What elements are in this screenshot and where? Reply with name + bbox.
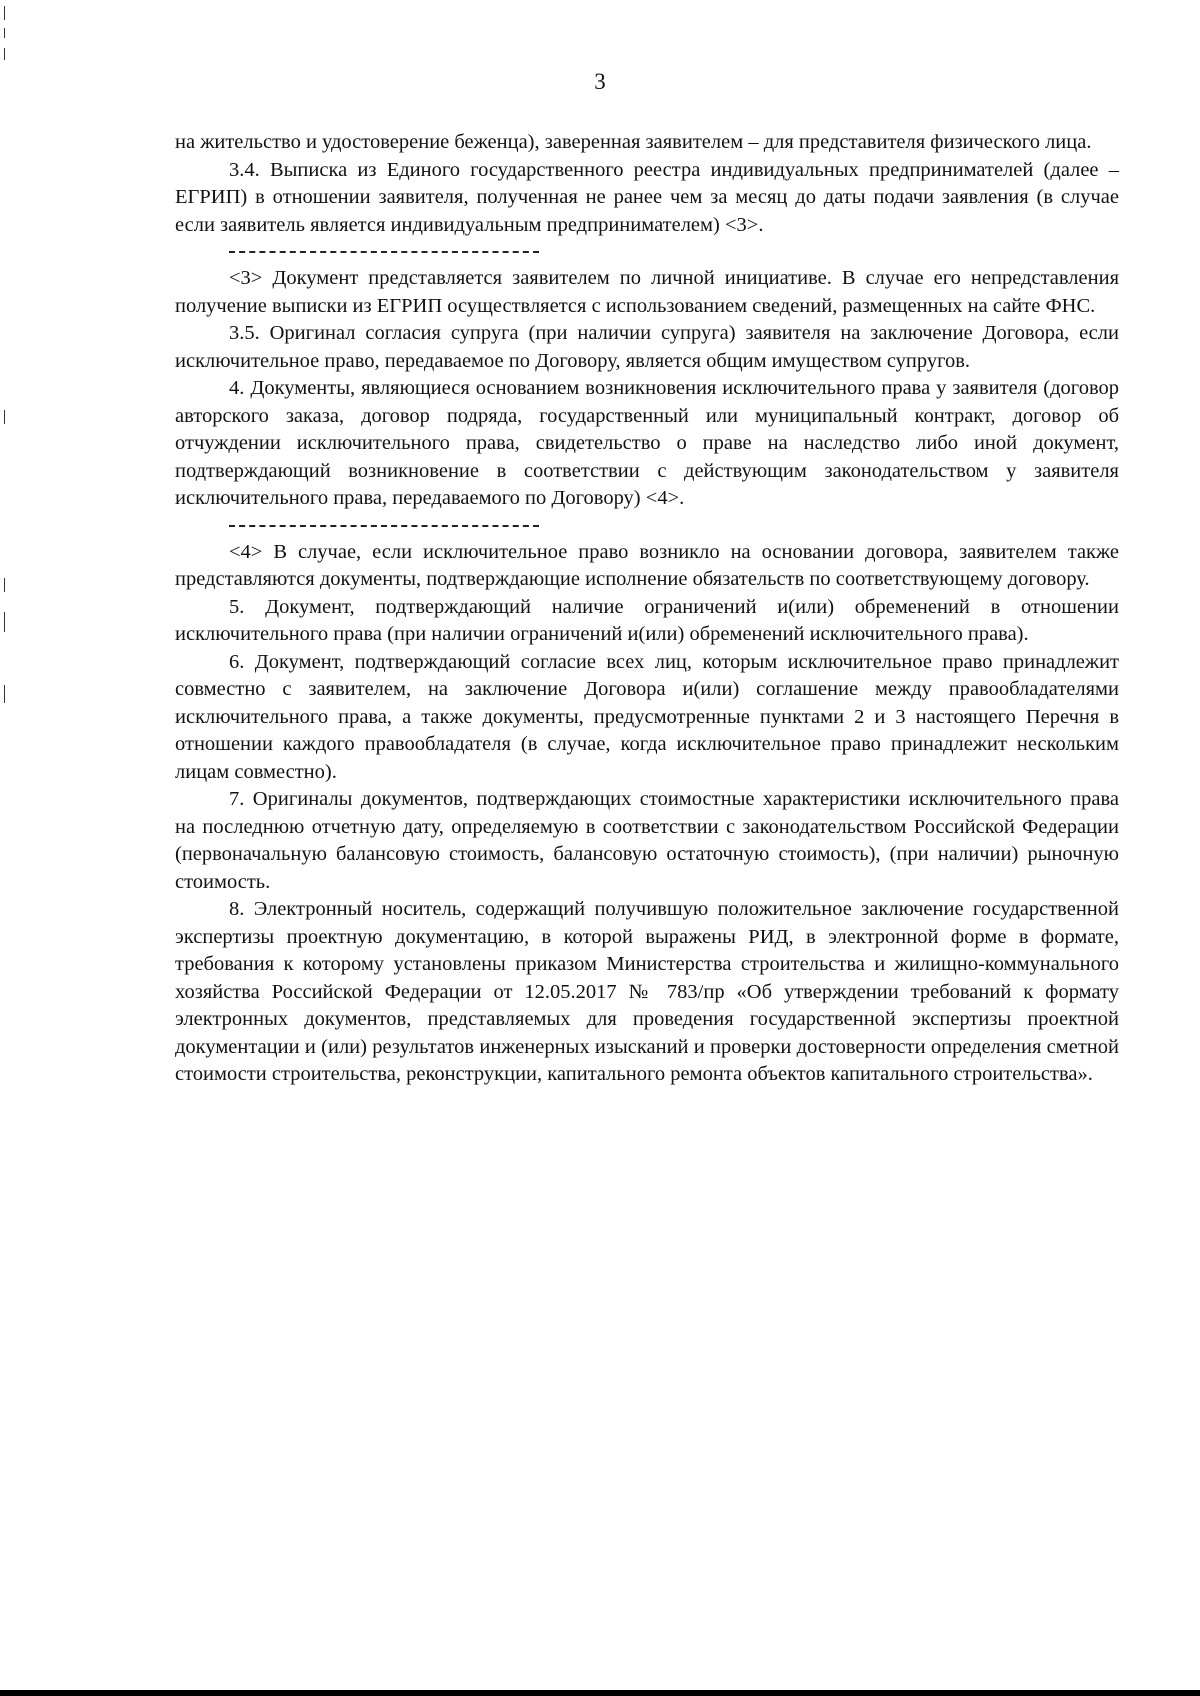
scan-mark [4,6,5,20]
scan-mark [4,48,5,60]
scan-mark [4,410,5,424]
paragraph-5: 5. Документ, подтверждающий наличие ограничений и(или) обременений в отношении исключительного права (при наличии ограничений и(или) обременений исключительного права). [175,595,1119,645]
scan-mark [4,612,5,632]
paragraph-3-4: 3.4. Выписка из Единого государственного реестра индивидуальных предпринимателей (далее – ЕГРИП) в отношении заявителя, полученная не ранее чем за месяц до даты подачи заявления (в случае если заявитель является индивидуальным предпринимателем) <3>. [175,158,1119,236]
document-body [175,129,1119,1089]
scan-mark [4,28,5,38]
paragraph-6: 6. Документ, подтверждающий согласие всех лиц, которым исключительное право принадлежит совместно с заявителем, на заключение Договора и(или) соглашение между правообладателями исключительного права, а также документы, предусмотренные пунктами 2 и 3 настоящего Перечня в отношении каждого правообладателя (в случае, когда исключительное право принадлежит нескольким лицам совместно). [175,650,1119,783]
page-number: 3 [594,69,606,94]
scan-bottom-edge [0,1690,1200,1696]
paragraph-continuation: на жительство и удостоверение беженца), заверенная заявителем – для представителя физического лица. [175,131,1092,153]
paragraph-8: 8. Электронный носитель, содержащий получившую положительное заключение государственной экспертизы проектную документацию, в которой выражены РИД, в электронной форме в формате, требования к которому установлены приказом Министерства строительства и жилищно-коммунального хозяйства Российской Федерации от 12.05.2017 № 783/пр «Об утверждении требований к формату электронных документов, представляемых для проведения государственной экспертизы проектной документации и (или) результатов инженерных изысканий и проверки достоверности определения сметной стоимости строительства, реконструкции, капитального ремонта объектов капитального строительства». [175,898,1119,1085]
paragraph-3-5: 3.5. Оригинал согласия супруга (при наличии супруга) заявителя на заключение Договора, если исключительное право, передаваемое по Договору, является общим имуществом супругов. [175,322,1119,372]
scan-mark [4,685,5,703]
paragraph-4: 4. Документы, являющиеся основанием возникновения исключительного права у заявителя (договор авторского заказа, договор подряда, государственный или муниципальный контракт, договор об отчуждении исключительного права, свидетельство о праве на наследство либо иной документ, подтверждающий возникновение в соответствии с действующим законодательством у заявителя исключительного права, передаваемого по Договору) <4>. [175,377,1119,509]
footnote-separator [229,251,539,253]
scan-mark [4,578,5,592]
footnote-4: <4> В случае, если исключительное право возникло на основании договора, заявителем также представляются документы, подтверждающие исполнение обязательств по соответствующему договору. [175,540,1119,590]
paragraph-7: 7. Оригиналы документов, подтверждающих стоимостные характеристики исключительного права на последнюю отчетную дату, определяемую в соответствии с законодательством Российской Федерации (первоначальную балансовую стоимость, балансовую остаточную стоимость), (при наличии) рыночную стоимость. [175,788,1119,893]
footnote-separator [229,525,539,527]
footnote-3: <3> Документ представляется заявителем по личной инициативе. В случае его непредставления получение выписки из ЕГРИП осуществляется с использованием сведений, размещенных на сайте ФНС. [175,267,1119,317]
